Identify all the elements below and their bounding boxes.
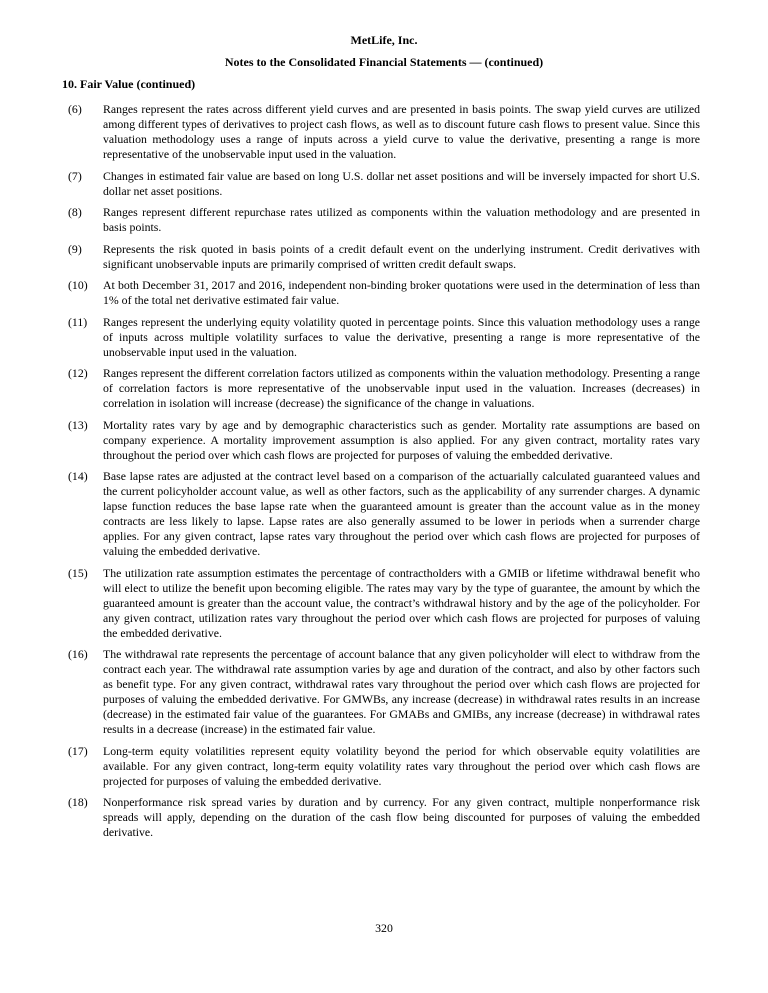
footnote-item xyxy=(68,366,700,411)
footnote-number: (11) xyxy=(68,314,88,329)
footnote-number: (7) xyxy=(68,168,82,183)
footnote-item xyxy=(68,278,700,308)
footnote-number: (17) xyxy=(68,743,88,758)
footnote-text: Nonperformance risk spread varies by duration and by currency. For any given contract, multiple nonperformance risk spreads will apply, depending on the duration of the cash flow being discounted for purposes of valuing the embedded derivative. xyxy=(103,795,700,839)
page-footer xyxy=(0,921,768,936)
footnote-text: At both December 31, 2017 and 2016, independent non-binding broker quotations were used in the determination of less than 1% of the total net derivative estimated fair value. xyxy=(103,278,700,307)
footnote-item xyxy=(68,744,700,789)
footnote-number: (12) xyxy=(68,366,88,380)
footnote-item xyxy=(68,102,700,162)
footnote-text: Ranges represent the different correlation factors utilized as components within the valuation methodology. Presenting a range of correlation factors is more representative of the unobservable input used in the valuation. Increases (decreases) in correlation in isolation will increase (decrease) the significance of the change in valuations. xyxy=(103,366,700,410)
footnote-item xyxy=(68,169,700,199)
footnote-number: (9) xyxy=(68,241,82,256)
notes-title: Notes to the Consolidated Financial Statements — (continued) xyxy=(224,55,544,69)
footnote-item xyxy=(68,795,700,840)
footnote-item xyxy=(68,647,700,737)
footnote-item xyxy=(68,242,700,272)
footnote-item xyxy=(68,315,700,360)
footnote-number: (18) xyxy=(68,795,88,809)
document-header xyxy=(0,33,768,92)
footnote-text: The withdrawal rate represents the percentage of account balance that any given policyholder will elect to withdraw from the contract each year. The withdrawal rate assumption varies by age and duration of the contract, and also by other factors such as benefit type. For any given contract, withdrawal rates vary throughout the period over which cash flows are projected for purposes of valuing the embedded derivative. For GMWBs, any increase (decrease) in withdrawal rates results in an increase (decrease) in the estimated fair value of the guarantees. For GMABs and GMIBs, any increase (decrease) in withdrawal rates results in a decrease (increase) in the estimated fair value. xyxy=(103,647,700,736)
footnote-text: Ranges represent the rates across different yield curves and are presented in basis points. The swap yield curves are utilized among different types of derivatives to project cash flows, as well as to discount future cash flows to present value. Since this valuation methodology uses a range of inputs across a yield curve to value the derivative, presenting a range is more representative of the unobservable input used in the valuation. xyxy=(103,102,700,161)
footnote-item xyxy=(68,205,700,235)
company-name: MetLife, Inc. xyxy=(350,33,418,47)
footnote-text: Changes in estimated fair value are based on long U.S. dollar net asset positions and will be inversely impacted for short U.S. dollar net asset positions. xyxy=(103,168,700,198)
footnote-text: Ranges represent different repurchase rates utilized as components within the valuation methodology and are presented in basis points. xyxy=(103,205,700,234)
footnote-item xyxy=(68,418,700,463)
footnote-number: (10) xyxy=(68,278,88,292)
footnote-text: Ranges represent the underlying equity volatility quoted in percentage points. Since this valuation methodology uses a range of inputs across multiple volatility surfaces to value the derivative, presenting a range is more representative of the unobservable input used in the valuation. xyxy=(103,314,700,359)
footnote-text: Represents the risk quoted in basis points of a credit default event on the underlying instrument. Credit derivatives with significant unobservable inputs are primarily comprised of written credit default swaps. xyxy=(103,241,700,271)
page-number: 320 xyxy=(375,921,393,935)
footnote-number: (13) xyxy=(68,417,88,432)
footnote-item xyxy=(68,566,700,641)
footnote-number: (16) xyxy=(68,647,88,661)
footnote-text: Long-term equity volatilities represent equity volatility beyond the period for which observable equity volatilities are available. For any given contract, long-term equity volatility rates vary throughout the period over which cash flows are projected for purposes of valuing the embedded derivative. xyxy=(103,743,700,788)
footnote-number: (8) xyxy=(68,205,82,219)
footnote-number: (14) xyxy=(68,469,88,483)
footnote-number: (6) xyxy=(68,102,82,116)
footnote-text: The utilization rate assumption estimates the percentage of contractholders with a GMIB or lifetime withdrawal benefit who will elect to utilize the benefit upon becoming eligible. The rates may vary by the type of guarantee, the amount by which the guaranteed amount is greater than the account value, the contract’s withdrawal history and by the age of the policyholder. For any given contract, utilization rates vary throughout the period over which cash flows are projected for purposes of valuing the embedded derivative. xyxy=(103,565,700,640)
footnote-text: Mortality rates vary by age and by demographic characteristics such as gender. Mortality rate assumptions are based on company experience. A mortality improvement assumption is also applied. For any given contract, mortality rates vary throughout the period over which cash flows are projected for purposes of valuing the embedded derivative. xyxy=(103,417,700,462)
section-heading: 10. Fair Value (continued) xyxy=(62,77,196,91)
footnote-text: Base lapse rates are adjusted at the contract level based on a comparison of the actuarially calculated guaranteed values and the current policyholder account value, as well as other factors, such as the applicability of any surrender charges. A dynamic lapse function reduces the base lapse rate when the guaranteed amount is greater than the account value as in the money contracts are less likely to lapse. Lapse rates are also generally assumed to be lower in periods when a surrender charge applies. For any given contract, lapse rates vary throughout the period over which cash flows are projected for purposes of valuing the embedded derivative. xyxy=(103,469,700,558)
footnote-number: (15) xyxy=(68,565,88,580)
footnote-item xyxy=(68,469,700,559)
footnotes-list xyxy=(68,102,700,840)
